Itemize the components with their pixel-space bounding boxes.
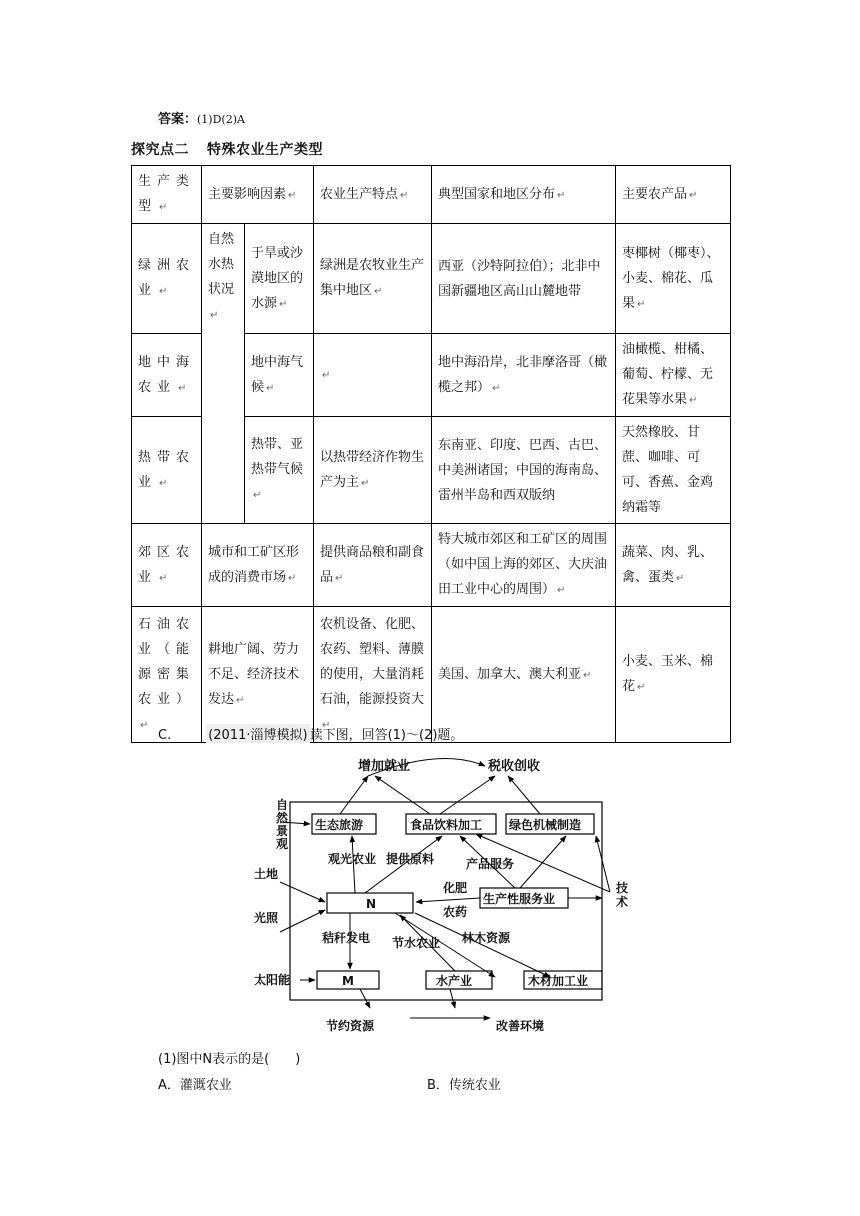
box-eco-tourism: 生态旅游 xyxy=(315,818,364,832)
box-aquaculture: 水产业 xyxy=(436,974,473,988)
cell-type: 热带农业 ↵ xyxy=(132,417,202,524)
cell-region: 西亚（沙特阿拉伯）；北非中国新疆地区高山山麓地带 xyxy=(432,224,616,334)
question-source: (2011·淄博模拟) xyxy=(206,724,309,743)
cell-products: 蔬菜、肉、乳、禽、蛋类 ↵ xyxy=(616,524,731,607)
answer-value: (1)D(2)A xyxy=(197,113,245,126)
table-row xyxy=(132,224,731,334)
cell-products: 油橄榄、柑橘、葡萄、柠檬、无花果等水果 ↵ xyxy=(616,334,731,417)
cell-factor: 地中海气候 ↵ xyxy=(245,334,314,417)
cell-region: 东南亚、印度、巴西、古巴、中美洲诸国；中国的海南岛、雷州半岛和西双版纳 xyxy=(432,417,616,524)
agriculture-types-table xyxy=(131,165,731,743)
table-row xyxy=(132,607,731,743)
cell-feature: 绿洲是农牧业生产集中地区 ↵ xyxy=(314,224,432,334)
question-intro xyxy=(158,724,463,743)
section-number: 探究点二 xyxy=(131,142,189,158)
cell-factor: 于旱或沙漠地区的水源 ↵ xyxy=(245,224,314,334)
answer-label: 答案： xyxy=(158,112,198,127)
cell-type: 石油农业（能源密集农业）↵ xyxy=(132,607,202,743)
label-forest-resources: 林木资源 xyxy=(462,931,511,945)
label-straw-power: 秸秆发电 xyxy=(322,931,371,945)
diagram-left-land: 土地 xyxy=(254,867,279,881)
section-title xyxy=(131,139,323,159)
label-technology: 技术 xyxy=(616,881,629,909)
option-a[interactable]: A．灌溉农业 xyxy=(158,1078,232,1093)
label-raw-materials: 提供原料 xyxy=(386,852,435,866)
header-products: 主要农产品 ↵ xyxy=(616,166,731,224)
label-sightseeing: 观光农业 xyxy=(328,852,377,866)
box-m: M xyxy=(342,974,354,988)
section-subtitle: 特殊农业生产类型 xyxy=(207,142,323,158)
cell-factor: 热带、亚热带气候↵ xyxy=(245,417,314,524)
cell-type: 地中海农业 ↵ xyxy=(132,334,202,417)
question-1: (1)图中N表示的是( ) xyxy=(158,1052,301,1067)
cell-products: 天然橡胶、甘蔗、咖啡、可可、香蕉、金鸡纳霜等 xyxy=(616,417,731,524)
cell-factor: 耕地广阔、劳力不足、经济技术发达 ↵ xyxy=(202,607,314,743)
label-fertilizer: 化肥 xyxy=(443,881,468,895)
cell-feature: 农机设备、化肥、农药、塑料、薄膜的使用，大量消耗石油，能源投资大↵ xyxy=(314,607,432,743)
cell-type: 郊区农业 ↵ xyxy=(132,524,202,607)
table-row xyxy=(132,524,731,607)
table-header-row xyxy=(132,166,731,224)
header-feature: 农业生产特点 ↵ xyxy=(314,166,432,224)
label-water-saving: 节水农业 xyxy=(392,936,441,950)
header-type: 生产类型 ↵ xyxy=(132,166,202,224)
agriculture-flow-diagram xyxy=(240,752,640,1042)
box-n: N xyxy=(366,897,377,911)
box-production-service: 生产性服务业 xyxy=(483,892,556,906)
diagram-bottom-improve: 改善环境 xyxy=(496,1019,545,1033)
header-factor: 主要影响因素 ↵ xyxy=(202,166,314,224)
cell-region: 特大城市郊区和工矿区的周围（如中国上海的郊区、大庆油田工业中心的周围） ↵ xyxy=(432,524,616,607)
label-pesticide: 农药 xyxy=(443,905,468,919)
cell-products: 枣椰树（椰枣）、小麦、棉花、瓜果 ↵ xyxy=(616,224,731,334)
cell-products: 小麦、玉米、棉花 ↵ xyxy=(616,607,731,743)
cell-feature: 以热带经济作物生产为主 ↵ xyxy=(314,417,432,524)
cell-feature: 提供商品粮和副食品 ↵ xyxy=(314,524,432,607)
cell-region: 美国、加拿大、澳大利亚 ↵ xyxy=(432,607,616,743)
option-b[interactable]: B．传统农业 xyxy=(427,1078,501,1093)
diagram-top-tax: 税收创收 xyxy=(488,759,541,774)
box-food-processing: 食品饮料加工 xyxy=(410,818,483,832)
answer-line xyxy=(158,108,245,127)
cell-feature: ↵ xyxy=(314,334,432,417)
diagram-left-landscape: 自然景观 xyxy=(276,798,289,851)
diagram-left-solar: 太阳能 xyxy=(254,973,291,987)
question-prompt: 读下图，回答(1)～(2)题。 xyxy=(309,728,464,743)
cell-factor-group: 自然水热状况↵ xyxy=(202,224,245,524)
header-region: 典型国家和地区分布 ↵ xyxy=(432,166,616,224)
diagram-left-light: 光照 xyxy=(254,911,279,925)
diagram-bottom-save: 节约资源 xyxy=(326,1019,375,1033)
question-letter: C. xyxy=(158,728,172,743)
cell-type: 绿洲农业 ↵ xyxy=(132,224,202,334)
label-product-service: 产品服务 xyxy=(466,857,515,871)
box-green-machinery: 绿色机械制造 xyxy=(509,818,582,832)
box-wood-processing: 木材加工业 xyxy=(528,974,589,988)
diagram-top-employment: 增加就业 xyxy=(358,759,411,774)
cell-factor: 城市和工矿区形成的消费市场 ↵ xyxy=(202,524,314,607)
cell-region: 地中海沿岸，北非摩洛哥（橄榄之邦） ↵ xyxy=(432,334,616,417)
